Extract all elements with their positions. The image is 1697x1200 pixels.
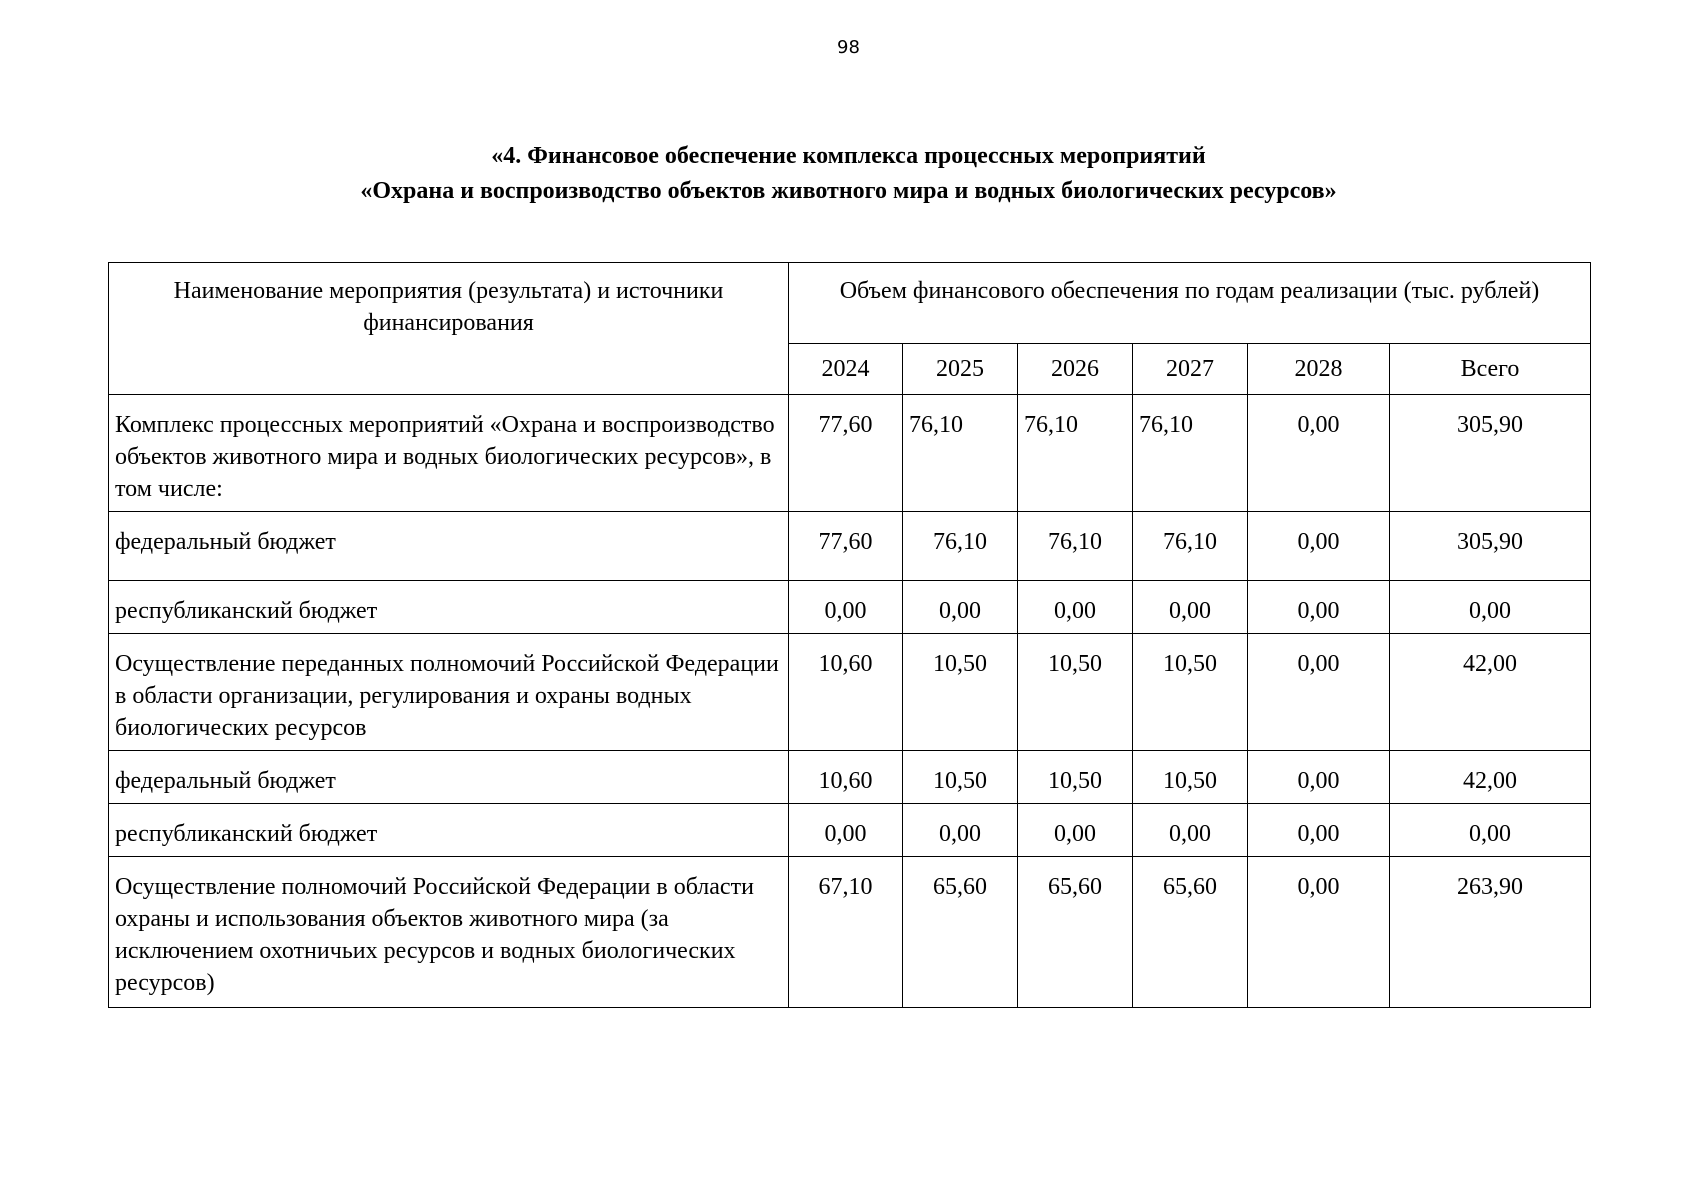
value-total: 0,00: [1390, 804, 1591, 857]
title-line-1: «4. Финансовое обеспечение комплекса процессных мероприятий: [491, 143, 1206, 169]
value-2027: 0,00: [1133, 804, 1248, 857]
value-2025: 10,50: [903, 751, 1018, 804]
value-2028: 0,00: [1248, 512, 1390, 581]
table-row: [109, 857, 1591, 1008]
table-row: [109, 634, 1591, 751]
value-total: 42,00: [1390, 634, 1591, 751]
row-name: Комплекс процессных мероприятий «Охрана и воспроизводство объектов животного мира и водных биологических ресурсов», в том числе:: [109, 395, 789, 512]
row-name: республиканский бюджет: [109, 804, 789, 857]
row-name: Осуществление переданных полномочий Российской Федерации в области организации, регулирования и охраны водных биологических ресурсов: [109, 634, 789, 751]
value-2027: 65,60: [1133, 857, 1248, 1008]
value-2024: 67,10: [789, 857, 903, 1008]
header-year-2024: 2024: [789, 344, 903, 395]
value-2028: 0,00: [1248, 857, 1390, 1008]
value-2025: 0,00: [903, 804, 1018, 857]
value-total: 305,90: [1390, 395, 1591, 512]
value-2024: 10,60: [789, 751, 903, 804]
value-2026: 0,00: [1018, 804, 1133, 857]
value-2028: 0,00: [1248, 581, 1390, 634]
page-number: 98: [837, 37, 860, 58]
header-year-2028: 2028: [1248, 344, 1390, 395]
value-2024: 0,00: [789, 581, 903, 634]
value-2028: 0,00: [1248, 395, 1390, 512]
value-2026: 76,10: [1018, 395, 1133, 512]
document-title: [0, 139, 1697, 209]
value-2025: 10,50: [903, 634, 1018, 751]
financing-table: [108, 262, 1591, 1008]
value-2025: 0,00: [903, 581, 1018, 634]
row-name: федеральный бюджет: [109, 751, 789, 804]
table-row: [109, 804, 1591, 857]
header-volume-column: Объем финансового обеспечения по годам реализации (тыс. рублей): [789, 263, 1591, 344]
header-year-2025: 2025: [903, 344, 1018, 395]
value-2026: 76,10: [1018, 512, 1133, 581]
value-2025: 76,10: [903, 512, 1018, 581]
value-2024: 77,60: [789, 395, 903, 512]
header-total: Всего: [1390, 344, 1591, 395]
value-2026: 10,50: [1018, 634, 1133, 751]
value-2025: 76,10: [903, 395, 1018, 512]
value-2027: 76,10: [1133, 512, 1248, 581]
value-2027: 10,50: [1133, 634, 1248, 751]
value-2024: 0,00: [789, 804, 903, 857]
table-row: [109, 581, 1591, 634]
value-2028: 0,00: [1248, 804, 1390, 857]
row-name: республиканский бюджет: [109, 581, 789, 634]
value-2027: 10,50: [1133, 751, 1248, 804]
header-name-column: Наименование мероприятия (результата) и источники финансирования: [109, 263, 789, 395]
table-row: [109, 512, 1591, 581]
value-total: 42,00: [1390, 751, 1591, 804]
value-2028: 0,00: [1248, 634, 1390, 751]
value-2026: 10,50: [1018, 751, 1133, 804]
table-row: [109, 751, 1591, 804]
value-2027: 0,00: [1133, 581, 1248, 634]
value-2026: 65,60: [1018, 857, 1133, 1008]
value-2024: 10,60: [789, 634, 903, 751]
value-2028: 0,00: [1248, 751, 1390, 804]
value-total: 0,00: [1390, 581, 1591, 634]
header-year-2027: 2027: [1133, 344, 1248, 395]
table-row: [109, 395, 1591, 512]
value-2027: 76,10: [1133, 395, 1248, 512]
title-line-2: «Охрана и воспроизводство объектов животного мира и водных биологических ресурсов»: [360, 178, 1337, 204]
value-2026: 0,00: [1018, 581, 1133, 634]
value-2024: 77,60: [789, 512, 903, 581]
row-name: федеральный бюджет: [109, 512, 789, 581]
value-total: 305,90: [1390, 512, 1591, 581]
row-name: Осуществление полномочий Российской Федерации в области охраны и использования объектов животного мира (за исключением охотничьих ресурсов и водных биологических ресурсов): [109, 857, 789, 1008]
value-total: 263,90: [1390, 857, 1591, 1008]
value-2025: 65,60: [903, 857, 1018, 1008]
header-year-2026: 2026: [1018, 344, 1133, 395]
